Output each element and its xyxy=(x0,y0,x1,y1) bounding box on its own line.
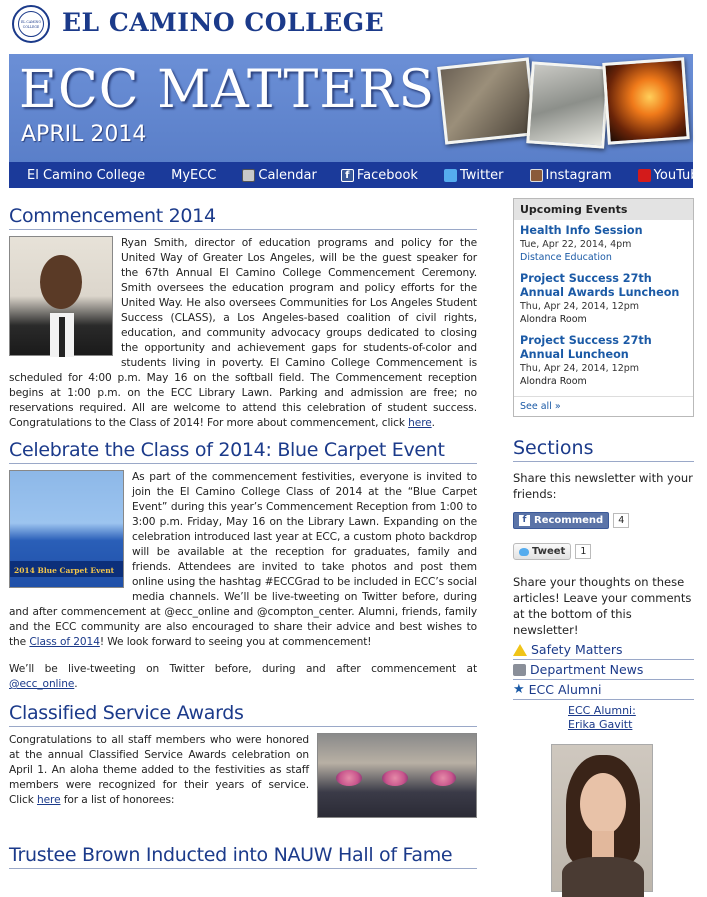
event-item xyxy=(514,330,693,392)
newsletter-banner xyxy=(9,54,693,162)
article-body-para2 xyxy=(9,662,477,692)
article-blue-carpet xyxy=(9,439,477,692)
star-icon: ★ xyxy=(513,681,525,697)
article-body-end: for a list of honorees: xyxy=(60,794,175,806)
article-body-text: As part of the commencement festivities, everyone is invited to join the El Camino College Class of 2014 at the “Blue Carpet Event” during this year’s Commencement Reception from 1:00 to 3:00 p.m. Friday, May 16 on the Library Lawn. Expanding on the celebration introduced last year at ECC, a custom photo backdrop will be available at the reception for graduates, family and friends. Attendees are invited to take photos and post them online using the hashtag #ECCGrad to be included in ECC’s social media channels. We’ll be live-tweeting on Twitter before, during and after commencement at @ecc_online and @compton_center. Alumni, friends, family and the ECC community are also encouraged to share their advice and best wishes to the xyxy=(9,471,477,648)
twitter-bird-icon xyxy=(519,548,529,556)
tweet-count: 1 xyxy=(575,544,591,559)
seal-inner: EL CAMINO COLLEGE xyxy=(18,11,44,37)
blue-carpet-photo xyxy=(9,470,124,588)
college-seal-icon xyxy=(12,5,50,43)
comments-prompt: Share your thoughts on these articles! Leave your comments at the bottom of this newsletter! xyxy=(513,575,692,637)
banner-photo-fire xyxy=(602,57,690,145)
nav-calendar[interactable] xyxy=(242,168,316,183)
college-name[interactable]: EL CAMINO COLLEGE xyxy=(62,8,385,37)
section-link-safety-matters[interactable] xyxy=(513,640,694,660)
event-item xyxy=(514,268,693,330)
sections-title: Sections xyxy=(513,437,694,462)
event-location: Alondra Room xyxy=(520,314,587,325)
calendar-icon xyxy=(242,169,255,182)
event-item xyxy=(514,220,693,268)
article-title: Trustee Brown Inducted into NAUW Hall of Fame xyxy=(9,844,477,869)
events-heading: Upcoming Events xyxy=(514,199,693,220)
section-link-label: Department News xyxy=(530,662,644,677)
article-title: Celebrate the Class of 2014: Blue Carpet Event xyxy=(9,439,477,464)
section-link-label: Safety Matters xyxy=(531,642,623,657)
photo-tie xyxy=(59,317,65,357)
honorees-link[interactable]: here xyxy=(37,794,61,806)
commencement-more-link[interactable]: here xyxy=(408,417,432,429)
photo-top xyxy=(562,857,644,897)
nav-twitter[interactable] xyxy=(444,168,504,183)
article-classified xyxy=(9,702,477,822)
nav-youtube[interactable] xyxy=(638,168,707,183)
nav-label: El Camino College xyxy=(27,167,146,183)
section-link-ecc-alumni[interactable] xyxy=(513,680,694,700)
section-link-department-news[interactable] xyxy=(513,660,694,680)
site-header xyxy=(0,0,700,50)
main-content xyxy=(9,205,477,879)
see-all-events-link[interactable]: See all » xyxy=(514,396,693,416)
share-prompt: Share this newsletter with your friends: xyxy=(513,471,693,501)
tweet-label: Tweet xyxy=(532,546,566,557)
speaker-photo xyxy=(9,236,113,356)
nav-label: MyECC xyxy=(171,167,217,183)
article-trustee xyxy=(9,844,477,869)
alumni-link-line1: ECC Alumni: xyxy=(568,704,636,717)
article-title: Commencement 2014 xyxy=(9,205,477,230)
newspaper-icon xyxy=(513,664,526,676)
event-location-link[interactable]: Distance Education xyxy=(520,252,612,263)
recommend-count: 4 xyxy=(613,513,629,528)
alumni-link-line2: Erika Gavitt xyxy=(568,718,633,731)
photo-lei xyxy=(336,770,362,786)
twitter-share-row xyxy=(513,543,694,560)
awards-photo xyxy=(317,733,477,818)
article-commencement xyxy=(9,205,477,431)
warning-icon xyxy=(513,644,527,656)
article-body-text: Ryan Smith, director of education programs and policy for the United Way of Greater Los Angeles, will be the guest speaker for the 67th Annual El Camino College Commencement Ceremony. Smith oversees the education program and policy efforts for the United Way. He also oversees Communities for Los Angeles Student Success (CLASS), a Los Angeles-based coalition of civil rights, education, and community advocacy groups dedicated to closing the opportunity and achievement gaps for students-of-color and students living in poverty. El Camino College Commencement is scheduled for 4:00 p.m. May 16 on the softball field. The Commencement reception begins at 1:00 p.m. on the ECC Library Lawn. Parking and admission are free; no reservations required. All are welcome to attend this celebration of student success. Congratulations to the Class of 2014! For more about commencement, click xyxy=(9,237,477,429)
facebook-share-row xyxy=(513,512,694,529)
photo-lei xyxy=(382,770,408,786)
article-body-end: . xyxy=(431,417,435,429)
event-location: Alondra Room xyxy=(520,376,587,387)
nav-label: YouTube xyxy=(653,167,707,183)
nav-label: Facebook xyxy=(356,167,418,183)
article-body-end: . xyxy=(74,678,78,690)
twitter-icon xyxy=(444,169,457,182)
newsletter-title: ECC MATTERS xyxy=(19,60,436,120)
tweet-button[interactable] xyxy=(513,543,571,560)
photo-caption: 2014 Blue Carpet Event xyxy=(14,566,115,575)
instagram-icon xyxy=(530,169,543,182)
class-of-2014-link[interactable]: Class of 2014 xyxy=(29,636,100,648)
nav-label: Instagram xyxy=(545,167,612,183)
top-nav xyxy=(9,162,707,188)
nav-el-camino-college[interactable] xyxy=(27,168,145,183)
article-body-text: We’ll be live-tweeting on Twitter before, during and after commencement at xyxy=(9,663,477,675)
article-title: Classified Service Awards xyxy=(9,702,477,727)
ecc-online-link[interactable]: @ecc_online xyxy=(9,678,75,690)
photo-face xyxy=(40,255,82,309)
event-title-link[interactable]: Health Info Session xyxy=(520,224,643,237)
newsletter-issue-date: APRIL 2014 xyxy=(21,122,147,147)
photo-lei xyxy=(430,770,456,786)
facebook-icon: f xyxy=(519,515,530,526)
event-date: Thu, Apr 24, 2014, 12pm xyxy=(520,363,640,374)
facebook-icon: f xyxy=(341,169,354,182)
photo-face xyxy=(580,773,626,835)
article-body-text: Congratulations to all staff members who were honored at the annual Classified Service Awards celebration on April 1. An aloha theme added to the festivities as staff members were recognized for their years of service. Click xyxy=(9,734,309,806)
alumni-feature-link[interactable] xyxy=(568,704,694,732)
nav-facebook[interactable] xyxy=(341,168,418,183)
nav-label: Twitter xyxy=(459,167,504,183)
event-date: Tue, Apr 22, 2014, 4pm xyxy=(520,239,632,250)
youtube-icon xyxy=(638,169,651,182)
sidebar xyxy=(513,198,694,892)
nav-myecc[interactable] xyxy=(171,168,216,183)
event-title-link[interactable]: Project Success 27th Annual Awards Luncheon xyxy=(520,272,680,299)
event-title-link[interactable]: Project Success 27th Annual Luncheon xyxy=(520,334,652,361)
article-body-end: ! We look forward to seeing you at commencement! xyxy=(99,636,372,648)
section-link-label: ECC Alumni xyxy=(528,682,602,697)
recommend-label: Recommend xyxy=(534,515,604,526)
facebook-recommend-button[interactable] xyxy=(513,512,609,529)
banner-photo-rescue xyxy=(526,61,610,148)
alumni-photo xyxy=(551,744,653,892)
nav-label: Calendar xyxy=(258,167,317,183)
event-date: Thu, Apr 24, 2014, 12pm xyxy=(520,301,640,312)
upcoming-events-widget xyxy=(513,198,694,417)
banner-photo-classroom xyxy=(437,57,537,144)
nav-instagram[interactable] xyxy=(530,168,612,183)
